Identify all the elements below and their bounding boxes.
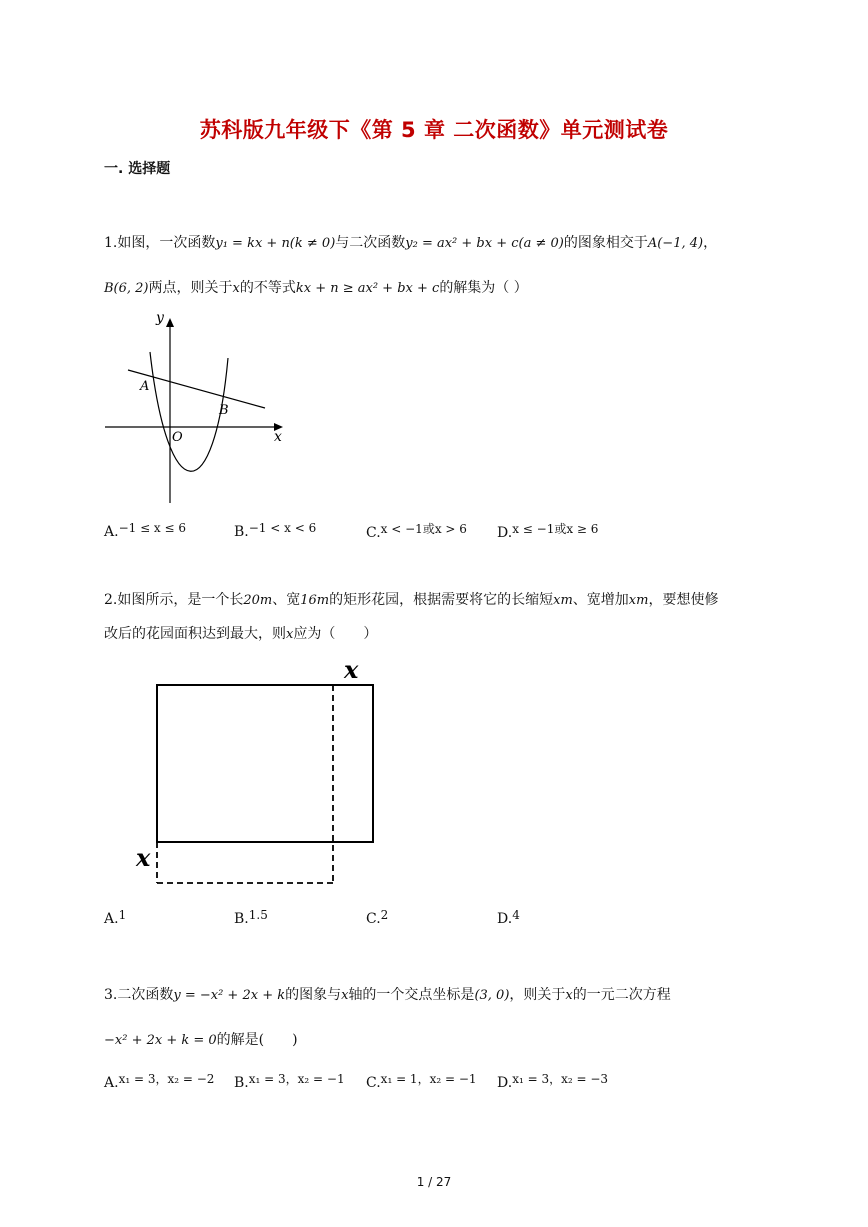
q3-math: x <box>565 988 573 1003</box>
q3-math: (3, 0) <box>474 988 510 1003</box>
q3-option-a[interactable] <box>104 1074 214 1091</box>
document-title: 苏科版九年级下《第 5 章 二次函数》单元测试卷 <box>199 118 669 142</box>
left-x-label: x <box>136 843 151 872</box>
option-letter: C. <box>366 1075 381 1091</box>
option-text: x₁ = 3，x₂ = −2 <box>118 1072 215 1086</box>
option-text: 1.5 <box>248 908 268 922</box>
q1-line1 <box>104 233 717 254</box>
garden-rectangle <box>157 685 373 842</box>
x-axis-label: x <box>274 429 282 445</box>
q3-line2 <box>104 1030 298 1051</box>
q1-math: x <box>232 281 240 296</box>
q1-text: 1.如图，一次函数 <box>104 235 216 251</box>
top-x-label: x <box>344 655 359 684</box>
option-letter: D. <box>497 911 513 927</box>
option-text: 2 <box>380 908 389 922</box>
y-axis-label: y <box>156 310 164 326</box>
option-text: −1 ≤ x ≤ 6 <box>118 521 187 535</box>
q3-text: 3.二次函数 <box>104 987 174 1003</box>
option-text: −1 < x < 6 <box>248 521 317 535</box>
page-number: 1 / 27 <box>416 1175 452 1189</box>
option-letter: A. <box>104 524 119 540</box>
q2-text: 应为（ ） <box>293 626 378 642</box>
q2-figure <box>130 655 390 890</box>
q1-math: y₁ = kx + n(k ≠ 0) <box>215 236 336 251</box>
q3-math: x <box>341 988 349 1003</box>
q1-math: A(−1, 4) <box>647 236 704 251</box>
option-letter: A. <box>104 1075 119 1091</box>
parabola-y2 <box>150 352 228 471</box>
point-a-label: A <box>140 379 150 394</box>
q1-math: kx + n ≥ ax² + bx + c <box>295 281 440 296</box>
option-text: 4 <box>512 908 520 922</box>
q1-text: ， <box>703 235 718 251</box>
option-letter: D. <box>497 1075 513 1091</box>
q3-line1 <box>104 985 671 1006</box>
section-heading: 一. 选择题 <box>104 161 171 177</box>
q1-text: 的图象相交于 <box>563 235 648 251</box>
option-text: x ≤ −1或x ≥ 6 <box>512 522 599 536</box>
option-text: x₁ = 3，x₂ = −3 <box>512 1072 609 1086</box>
point-b-label: B <box>219 403 229 418</box>
option-text: 1 <box>118 908 127 922</box>
q3-option-b[interactable] <box>234 1074 345 1091</box>
q2-line2 <box>104 624 377 645</box>
q2-text: 改后的花园面积达到最大，则 <box>104 626 286 642</box>
q2-text: ，要想使修 <box>648 592 719 608</box>
q3-text: 的图象与 <box>285 987 342 1003</box>
q1-text: 与二次函数 <box>335 235 406 251</box>
q2-math: x <box>286 627 294 642</box>
q2-text: 、宽 <box>272 592 301 608</box>
q2-option-d[interactable] <box>497 908 520 927</box>
y-axis-arrow-icon <box>166 318 174 327</box>
option-letter: B. <box>234 911 249 927</box>
option-letter: C. <box>366 911 381 927</box>
option-letter: B. <box>234 524 249 540</box>
q2-line1 <box>104 590 718 611</box>
option-letter: A. <box>104 911 119 927</box>
option-letter: B. <box>234 1075 249 1091</box>
q1-option-a[interactable] <box>104 521 187 540</box>
option-text: x₁ = 3，x₂ = −1 <box>248 1072 345 1086</box>
q3-math: y = −x² + 2x + k <box>173 988 286 1003</box>
q2-option-b[interactable] <box>234 908 268 927</box>
q2-option-c[interactable] <box>366 908 389 927</box>
option-letter: C. <box>366 525 381 541</box>
q3-text: ，则关于 <box>509 987 566 1003</box>
q1-text: 两点，则关于 <box>148 280 233 296</box>
q3-text: 轴的一个交点坐标是 <box>348 987 475 1003</box>
q3-math: −x² + 2x + k = 0 <box>104 1033 217 1048</box>
q3-option-c[interactable] <box>366 1074 477 1091</box>
q2-text: 的矩形花园，根据需要将它的长缩短 <box>329 592 554 608</box>
q3-text: 的一元二次方程 <box>572 987 671 1003</box>
q1-line2 <box>104 278 528 299</box>
q3-option-d[interactable] <box>497 1074 608 1091</box>
q2-text: 2.如图所示，是一个长 <box>104 592 244 608</box>
q1-option-d[interactable] <box>497 524 598 541</box>
q1-math: y₂ = ax² + bx + c(a ≠ 0) <box>405 236 564 251</box>
option-text: x < −1或x > 6 <box>380 522 467 536</box>
q1-option-c[interactable] <box>366 524 467 541</box>
q2-text: 、宽增加 <box>572 592 629 608</box>
q2-math: 20m <box>243 593 273 608</box>
q2-option-a[interactable] <box>104 908 127 927</box>
q2-math: xm <box>553 593 573 608</box>
q1-math: B(6, 2) <box>104 281 149 296</box>
origin-label: O <box>172 430 183 445</box>
option-letter: D. <box>497 525 513 541</box>
q2-math: xm <box>628 593 649 608</box>
option-text: x₁ = 1，x₂ = −1 <box>380 1072 477 1086</box>
q1-text: 的不等式 <box>239 280 296 296</box>
q1-text: 的解集为（ ） <box>439 280 528 296</box>
q2-math: 16m <box>300 593 330 608</box>
q3-text: 的解是( ) <box>216 1032 298 1048</box>
q1-figure <box>100 310 290 510</box>
q1-option-b[interactable] <box>234 521 317 540</box>
